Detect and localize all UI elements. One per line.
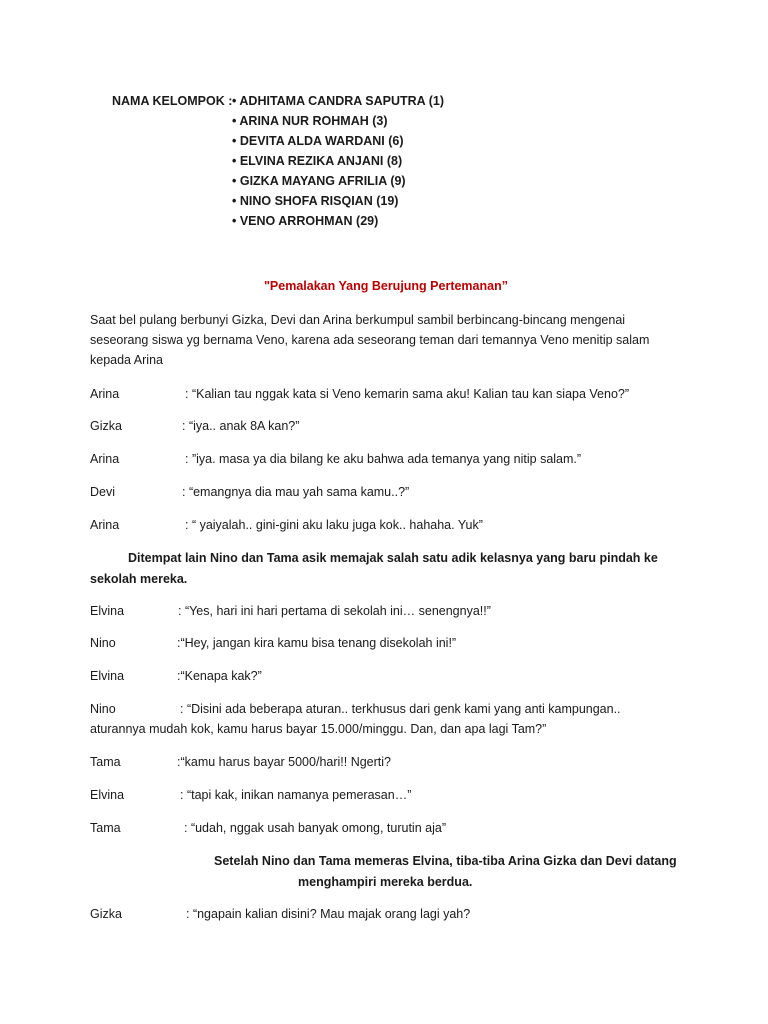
dialog-line: : “udah, nggak usah banyak omong, turutin aja” xyxy=(184,821,446,835)
dialog-line: :“Kenapa kak?” xyxy=(177,669,262,683)
dialog-line: : “tapi kak, inikan namanya pemerasan…” xyxy=(180,788,412,802)
intro-line: kepada Arina xyxy=(90,353,163,367)
speaker-name: Arina xyxy=(90,387,120,401)
member-item: • ADHITAMA CANDRA SAPUTRA (1) xyxy=(232,94,444,108)
dialog-line: : “Kalian tau nggak kata si Veno kemarin sama aku! Kalian tau kan siapa Veno?” xyxy=(185,387,630,401)
narration-line: Setelah Nino dan Tama memeras Elvina, tiba-tiba Arina Gizka dan Devi datang xyxy=(214,854,677,868)
speaker-name: Elvina xyxy=(90,669,125,683)
speaker-name: Tama xyxy=(90,821,121,835)
dialog-line: : “Disini ada beberapa aturan.. terkhusus dari genk kami yang anti kampungan.. xyxy=(180,702,621,716)
narration-line: menghampiri mereka berdua. xyxy=(298,875,473,889)
member-item: • GIZKA MAYANG AFRILIA (9) xyxy=(232,174,406,188)
dialog-line: : ”iya. masa ya dia bilang ke aku bahwa ada temanya yang nitip salam.” xyxy=(185,452,582,466)
dialog-line: : “emangnya dia mau yah sama kamu..?” xyxy=(182,485,410,499)
speaker-name: Nino xyxy=(90,702,116,716)
intro-line: Saat bel pulang berbunyi Gizka, Devi dan Arina berkumpul sambil berbincang-bincang mengenai xyxy=(90,313,626,327)
speaker-name: Arina xyxy=(90,452,120,466)
dialog-line-continued: aturannya mudah kok, kamu harus bayar 15.000/minggu. Dan, dan apa lagi Tam?” xyxy=(90,722,547,736)
member-item: • DEVITA ALDA WARDANI (6) xyxy=(232,134,404,148)
speaker-name: Elvina xyxy=(90,788,125,802)
member-item: • ARINA NUR ROHMAH (3) xyxy=(232,114,388,128)
dialog-line: :“Hey, jangan kira kamu bisa tenang disekolah ini!” xyxy=(177,636,457,650)
speaker-name: Gizka xyxy=(90,907,122,921)
group-label: NAMA KELOMPOK : xyxy=(112,94,233,108)
speaker-name: Arina xyxy=(90,518,120,532)
dialog-line: : “ yaiyalah.. gini-gini aku laku juga kok.. hahaha. Yuk” xyxy=(185,518,483,532)
speaker-name: Devi xyxy=(90,485,116,499)
member-item: • NINO SHOFA RISQIAN (19) xyxy=(232,194,399,208)
narration-line: Ditempat lain Nino dan Tama asik memajak salah satu adik kelasnya yang baru pindah ke xyxy=(128,551,658,565)
speaker-name: Tama xyxy=(90,755,121,769)
member-item: • VENO ARROHMAN (29) xyxy=(232,214,379,228)
speaker-name: Elvina xyxy=(90,604,125,618)
speaker-name: Gizka xyxy=(90,419,122,433)
dialog-line: : “ngapain kalian disini? Mau majak orang lagi yah? xyxy=(186,907,471,921)
dialog-line: :“kamu harus bayar 5000/hari!! Ngerti? xyxy=(177,755,391,769)
speaker-name: Nino xyxy=(90,636,116,650)
dialog-line: : “Yes, hari ini hari pertama di sekolah ini… senengnya!!” xyxy=(178,604,491,618)
member-item: • ELVINA REZIKA ANJANI (8) xyxy=(232,154,403,168)
story-title: "Pemalakan Yang Berujung Pertemanan” xyxy=(264,279,508,293)
dialog-line: : “iya.. anak 8A kan?” xyxy=(182,419,300,433)
intro-line: seseorang siswa yg bernama Veno, karena ada seseorang teman dari temannya Veno menitip salam xyxy=(90,333,650,347)
narration-line: sekolah mereka. xyxy=(90,572,188,586)
